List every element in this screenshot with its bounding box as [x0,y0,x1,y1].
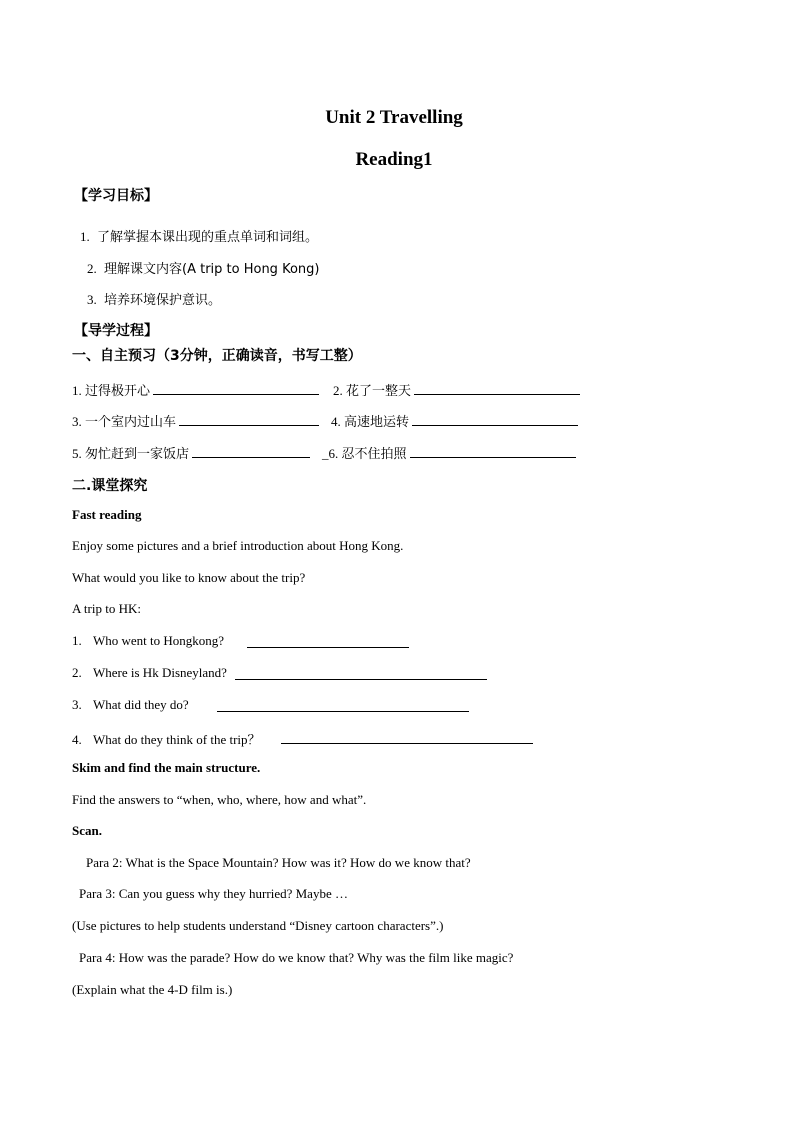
scan-heading: Scan. [72,823,102,838]
question-item [72,729,261,748]
phrase-item [72,380,319,399]
answer-blank[interactable] [247,634,409,648]
section2-heading: 二.课堂探究 [72,478,148,494]
instruction-text: What would you like to know about the trip? [72,570,306,585]
answer-blank[interactable] [179,412,319,426]
phrase-item [72,443,310,462]
question-text: Who went to Hongkong? [93,633,225,648]
question-num: 1. [72,633,82,648]
answer-blank[interactable] [153,381,319,395]
phrase-num: 2. [333,383,343,398]
para-question: Para 3: Can you guess why they hurried? Maybe … [79,886,348,901]
objective-item [87,258,319,277]
instruction-text: (Use pictures to help students understand “Disney cartoon characters”.) [72,918,444,933]
answer-blank[interactable] [410,444,576,458]
phrase-item [333,380,580,399]
answer-blank[interactable] [412,412,578,426]
phrase-text: 花了一整天 [346,384,412,399]
para-question: Para 2: What is the Space Mountain? How was it? How do we know that? [86,855,471,870]
objective-text: 了解掌握本课出现的重点单词和词组。 [97,230,319,245]
phrase-num: 1. [72,383,82,398]
phrase-num: _6. [322,446,339,461]
phrase-text: 过得极开心 [85,384,151,399]
process-heading: 【导学过程】 [74,323,158,339]
answer-blank[interactable] [235,666,487,680]
phrase-num: 5. [72,446,82,461]
question-item [72,665,227,681]
question-text: What did they do? [93,697,189,712]
section1-heading: 一、自主预习（3分钟，正确读音，书写工整） [72,348,362,364]
answer-blank[interactable] [192,444,310,458]
phrase-text: 高速地运转 [344,415,410,430]
objective-num: 2. [87,261,97,276]
para-question: Para 4: How was the parade? How do we know that? Why was the film like magic? [79,950,514,965]
instruction-text: Find the answers to “when, who, where, how and what”. [72,792,367,807]
question-text: What do they think of the trip？ [93,732,261,747]
objective-num: 3. [87,292,97,307]
phrase-item [331,411,578,430]
answer-blank[interactable] [281,730,533,744]
answer-blank[interactable] [217,698,469,712]
question-num: 3. [72,697,82,712]
instruction-text: (Explain what the 4-D film is.) [72,982,233,997]
phrase-num: 4. [331,414,341,429]
phrase-text: 忍不住拍照 [341,447,407,462]
objective-text: 理解课文内容(A trip to Hong Kong) [104,262,320,277]
objective-item [80,226,318,245]
phrase-text: 一个室内过山车 [85,415,177,430]
phrase-item [322,443,576,462]
answer-blank[interactable] [414,381,580,395]
page-title: Unit 2 Travelling [325,107,463,128]
skim-heading: Skim and find the main structure. [72,760,261,775]
phrase-num: 3. [72,414,82,429]
phrase-item [72,411,319,430]
objective-item [87,289,221,308]
phrase-text: 匆忙赶到一家饭店 [85,447,190,462]
question-num: 2. [72,665,82,680]
instruction-text: Enjoy some pictures and a brief introduction about Hong Kong. [72,538,404,553]
question-text: Where is Hk Disneyland? [93,665,227,680]
objective-text: 培养环境保护意识。 [104,293,222,308]
question-item [72,633,224,649]
instruction-text: A trip to HK: [72,601,141,616]
page-subtitle: Reading1 [355,149,433,170]
question-num: 4. [72,732,82,747]
fast-reading-heading: Fast reading [72,507,142,522]
objectives-heading: 【学习目标】 [74,188,158,204]
question-item [72,697,189,713]
objective-num: 1. [80,229,90,244]
